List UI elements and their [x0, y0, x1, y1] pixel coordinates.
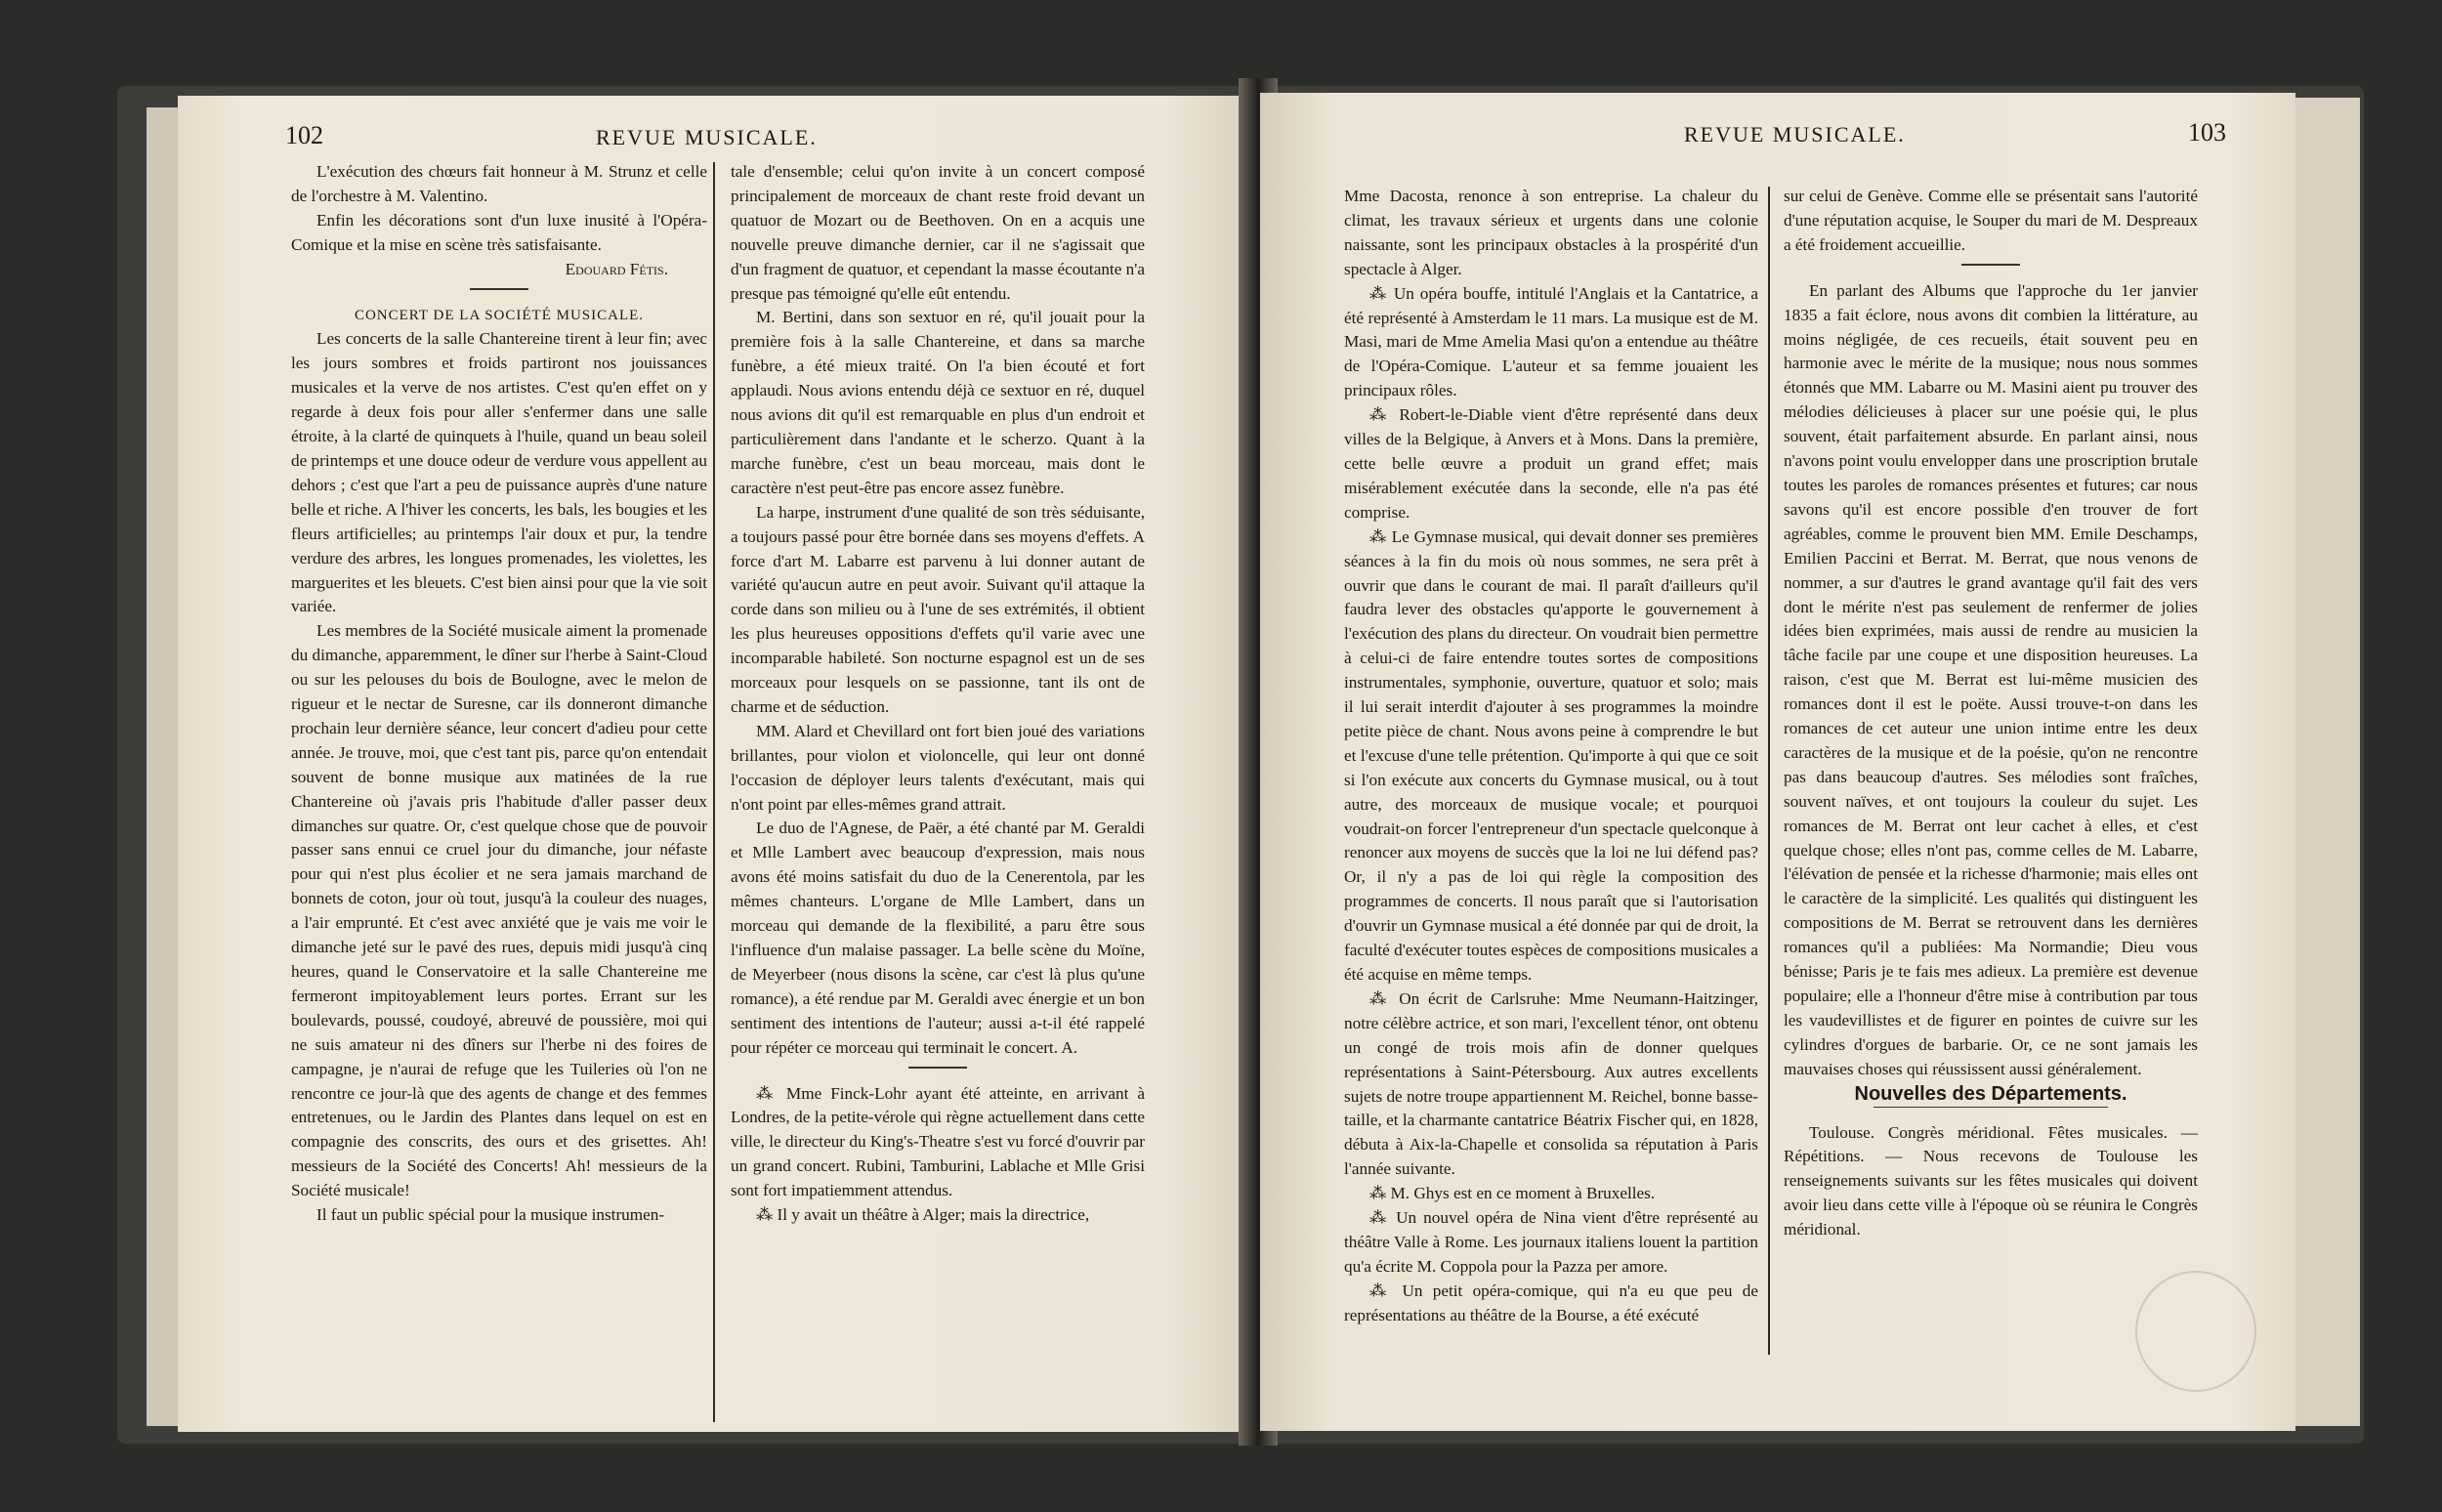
divider [908, 1067, 967, 1069]
divider [1961, 264, 2020, 266]
paragraph: tale d'ensemble; celui qu'on invite à un concert composé principalement de morceaux de chant reste froid devant un quatuor de Mozart ou de Beethoven. On en a acquis une nouvelle preuve dimanche dernier, car il ne s'agissait que d'un fragment de quatuor, et cependant la masse écoutante n'a presque pas témoigné qu'elle eût entendu. [731, 162, 1145, 303]
paragraph: ⁂ M. Ghys est en ce moment à Bruxelles. [1369, 1184, 1656, 1203]
column-2 [1784, 185, 2198, 1242]
paragraph: L'exécution des chœurs fait honneur à M. Strunz et celle de l'orchestre à M. Valentino. [291, 162, 707, 205]
paragraph: La harpe, instrument d'une qualité de son très séduisante, a toujours passé pour être bornée dans ses moyens d'effets. A force d'art M. Labarre est parvenu à lui donner autant de variété qu'aucun autre en peut avoir. Suivant qu'il attaque la corde dans son milieu ou à l'une de ses extrémités, il obtient les plus heureuses oppositions d'effets qu'il varie avec une incomparable habileté. Son nocturne espagnol est un de ses morceaux pour lesquels on se passionne, tant ils ont de charme et de séduction. [731, 502, 1145, 716]
running-head: REVUE MUSICALE. [596, 125, 818, 149]
paragraph: sur celui de Genève. Comme elle se présentait sans l'autorité d'une réputation acquise, le Souper du mari de M. Despreaux a été froidement accueillie. [1784, 187, 2198, 254]
column-separator [1768, 187, 1770, 1355]
column-2 [731, 160, 1145, 1228]
paragraph: Il faut un public spécial pour la musique instrumen- [316, 1205, 665, 1225]
section-heading: Nouvelles des Départements. [1854, 1082, 2127, 1105]
column-1 [1344, 185, 1758, 1328]
column-separator [713, 162, 715, 1422]
paragraph: Les concerts de la salle Chantereine tirent à leur fin; avec les jours sombres et froids partiront nos jouissances musicales et la verve de nos artistes. C'est qu'en effet on y regarde à deux fois pour aller s'enfermer dans une salle étroite, à la clarté de quinquets à l'huile, quand un beau soleil de printemps et une douce odeur de verdure vous appellent au dehors ; c'est que l'art a peu de puissance auprès d'une nature belle et riche. A l'hiver les concerts, les bals, les bougies et les fleurs artificielles; au printemps l'air doux et pur, la tendre verdure des arbres, les longues promenades, les violettes, les marguerites et les bleuets. C'est bien ainsi pour que la vie soit variée. [291, 329, 707, 616]
paragraph: Mme Dacosta, renonce à son entreprise. La chaleur du climat, les travaux sérieux et urgents dans une colonie naissante, sont les principaux obstacles à la prospérité d'un spectacle à Alger. [1344, 187, 1758, 278]
divider [470, 288, 528, 290]
paragraph: Les membres de la Société musicale aiment la promenade du dimanche, apparemment, le dîner sur l'herbe à Saint-Cloud ou sur les pelouses du bois de Boulogne, avec le melon de rigueur et le nectar de Suresne, car ils donneront dimanche prochain leur dernière séance, leur concert d'adieu pour cette année. Je trouve, moi, que c'est tant pis, parce qu'on entendait souvent de bonne musique aux matinées de la rue Chantereine où j'avais pris l'habitude d'aller passer deux dimanches sur quatre. Or, c'est quelque chose que de pouvoir passer sans ennui ce cruel jour du dimanche, jour néfaste pour qui n'est plus écolier et ne sera jamais marchand de bonnets de coton, jour où tout, jusqu'à la couleur des nuages, a l'air emprunté. Et c'est avec anxiété que je vais me voir le dimanche jeté sur le pavé des rues, depuis midi jusqu'à cinq heures, quand le Conservatoire et la salle Chantereine me fermeront impitoyablement leurs portes. Errant sur les boulevards, poussé, coudoyé, abreuvé de poussière, moi qui ne suis amateur ni des dîners sur l'herbe ni des foires de campagne, je n'aurai de refuge que les Tuileries où l'on ne rencontre ce jour-là que des agents de change et des femmes entretenues, ou le Jardin des Plantes dans lequel on est en compagnie des conscrits, des ours et des grisettes. Ah! messieurs de la Société des Concerts! Ah! messieurs de la Société musicale! [291, 621, 707, 1200]
running-head: REVUE MUSICALE. [1684, 122, 1906, 147]
paragraph: ⁂ Le Gymnase musical, qui devait donner ses premières séances à la fin du mois où nous sommes, ne sera prêt à ouvrir que dans le courant de mai. Il paraît d'ailleurs qu'il faudra lever des obstacles qu'apporte le gouvernement à l'exécution des plans du directeur. On voudrait bien permettre à celui-ci de faire entendre toutes sortes de compositions instrumentales, symphonie, ouverture, quatuor et solo; mais il lui serait interdit d'ajouter à ses programmes la moindre petite pièce de chant. Nous avons peine à comprendre le but et l'excuse d'une telle prétention. Qu'importe à qui que ce soit si l'on exécute aux concerts du Gymnase musical, ou à tout autre, des morceaux de musique vocale; et pourquoi voudrait-on forcer l'entrepreneur d'un spectacle quelconque à renoncer aux moyens de succès que la loi ne lui défend pas? Or, il n'y a pas de loi qui règle la composition des programmes de concerts. Il nous paraît que si l'autorisation d'ouvrir un Gymnase musical a été donnée par qui de droit, la faculté d'exécuter toutes espèces de compositions musicales a été acquise en même temps. [1344, 526, 1758, 984]
section-title: CONCERT DE LA SOCIÉTÉ MUSICALE. [354, 307, 645, 323]
paragraph: Enfin les décorations sont d'un luxe inusité à l'Opéra-Comique et la mise en scène très satisfaisante. [291, 210, 707, 254]
paragraph: ⁂ Un nouvel opéra de Nina vient d'être représenté au théâtre Valle à Rome. Les journaux italiens louent la partition qu'a écrite M. Coppola pour la Pazza per amore. [1344, 1208, 1758, 1276]
left-page [178, 96, 1254, 1432]
column-1 [291, 160, 707, 1228]
paragraph: ⁂ On écrit de Carlsruhe: Mme Neumann-Haitzinger, notre célèbre actrice, et son mari, l'excellent ténor, ont obtenu un congé de trois mois afin de donner quelques représentations à Saint-Pétersbourg. Aux autres excellents sujets de notre troupe appartiennent M. Reichel, bonne basse-taille, et la charmante cantatrice Béatrix Fischer qui, en 1828, débuta à Aix-la-Chapelle et consolida sa réputation à Paris l'année suivante. [1344, 988, 1758, 1179]
paragraph: Le duo de l'Agnese, de Paër, a été chanté par M. Geraldi et Mlle Lambert avec beaucoup d'expression, mais nous avons été moins satisfait du duo de la Cenerentola, par les mêmes chanteurs. L'organe de Mlle Lambert, dans un morceau qui demande de la flexibilité, a paru être sous l'influence d'un malaise passager. La belle scène du Moïne, de Meyerbeer (nous disons la scène, car c'est là plus qu'une romance), a été rendue par M. Geraldi avec énergie et un bon sentiment des intentions de l'auteur; aussi a-t-il été rappelé pour répéter ce morceau qui terminait le concert. A. [731, 819, 1145, 1057]
paragraph: ⁂ Il y avait un théâtre à Alger; mais la directrice, [756, 1205, 1090, 1225]
paragraph: Toulouse. Congrès méridional. Fêtes musicales. — Répétitions. — Nous recevons de Toulouse les renseignements suivants sur les fêtes musicales qui doivent avoir lieu dans cette ville à l'époque où se réunira le Congrès méridional. [1784, 1122, 2198, 1239]
library-stamp [2135, 1271, 2256, 1392]
heading-underline [1874, 1107, 2108, 1108]
right-page [1260, 93, 2295, 1431]
paragraph: ⁂ Robert-le-Diable vient d'être représenté dans deux villes de la Belgique, à Anvers et à Mons. Dans la première, cette belle œuvre a produit un grand effet; mais misérablement exécutée dans la seconde, elle n'a pas été comprise. [1344, 405, 1758, 522]
paragraph: ⁂ Mme Finck-Lohr ayant été atteinte, en arrivant à Londres, de la petite-vérole qui règne actuellement dans cette ville, le directeur du King's-Theatre s'est vu forcé d'ouvrir par un grand concert. Rubini, Tamburini, Lablache et Mlle Grisi sont fort impatiemment attendus. [731, 1083, 1145, 1200]
page-number: 102 [285, 121, 323, 149]
paragraph: ⁂ Un opéra bouffe, intitulé l'Anglais et la Cantatrice, a été représenté à Amsterdam le 11 mars. La musique est de M. Masi, mari de Mme Amelia Masi qu'on a entendue au théâtre de l'Opéra-Comique. L'auteur et sa femme jouaient les principaux rôles. [1344, 283, 1758, 400]
page-number: 103 [2188, 118, 2226, 147]
page-edges-right [2295, 98, 2360, 1426]
paragraph: ⁂ Un petit opéra-comique, qui n'a eu que peu de représentations au théâtre de la Bourse, a été exécuté [1344, 1281, 1758, 1324]
signature: Edouard Fétis. [565, 259, 668, 278]
paragraph: MM. Alard et Chevillard ont fort bien joué des variations brillantes, pour violon et violoncelle, qui leur ont donné l'occasion de déployer leurs talents d'exécutant, mais qui n'ont point par elles-mêmes grand attrait. [731, 721, 1145, 814]
paragraph: M. Bertini, dans son sextuor en ré, qu'il jouait pour la première fois à la salle Chantereine, et dans sa marche funèbre, a été mieux traité. On l'a bien écouté et fort applaudi. Nous avions entendu déjà ce sextuor en ré, duquel nous avions dit qu'il est remarquable en plus d'un endroit et particulièrement dans l'andante et le scherzo. Quant à la marche funèbre, c'est un beau morceau, mais dont le caractère n'est peut-être pas encore assez funèbre. [731, 308, 1145, 497]
paragraph: En parlant des Albums que l'approche du 1er janvier 1835 a fait éclore, nous avons dit combien la littérature, au moins négligée, de ces recueils, était souvent peu en harmonie avec le mérite de la musique; nous nous sommes étonnés que MM. Labarre ou M. Masini aient pu trouver des mélodies délicieuses à placer sur une poésie qui, le plus souvent, était parfaitement absurde. En parlant ainsi, nous n'avons point voulu envelopper dans une proscription brutale toutes les paroles de romances présentes et futures; car nous savons qu'il est encore possible d'en trouver de fort agréables, comme le prouvent bien MM. Emile Deschamps, Emilien Paccini et Berrat. M. Berrat, que nous venons de nommer, a sur d'autres le grand avantage qu'il fait des vers dont le mérite n'est pas seulement de renfermer de jolies idées bien exprimées, mais aussi de rendre au musicien la tâche facile par une coupe et une disposition heureuses. La raison, c'est que M. Berrat est lui-même musicien des romances dont il est le poëte. Aussi trouve-t-on dans les romances de cet auteur une union intime entre les deux caractères de la musique et de la poésie, qu'on ne rencontre pas dans beaucoup d'autres. Ses mélodies sont fraîches, souvent naïves, et ont toujours la couleur du sujet. Les romances de M. Berrat ont leur cachet à elles, et c'est quelque chose; elles n'ont pas, comme celles de M. Labarre, l'élévation de pensée et la richesse d'harmonie; mais elles ont le caractère de la simplicité. Les qualités qui distinguent les compositions de M. Berrat se retrouvent dans les dernières romances qu'il a publiées: Ma Normandie; Dieu vous bénisse; Paris je te fais mes adieux. La première est devenue populaire; elle a l'honneur d'être mise à contribution par tous les vaudevillistes et de figurer en pointes de cuivre sur les cylindres d'orgues de barbarie. Or, ce ne sont jamais les mauvaises choses qui réussissent aussi généralement. [1784, 280, 2198, 1078]
